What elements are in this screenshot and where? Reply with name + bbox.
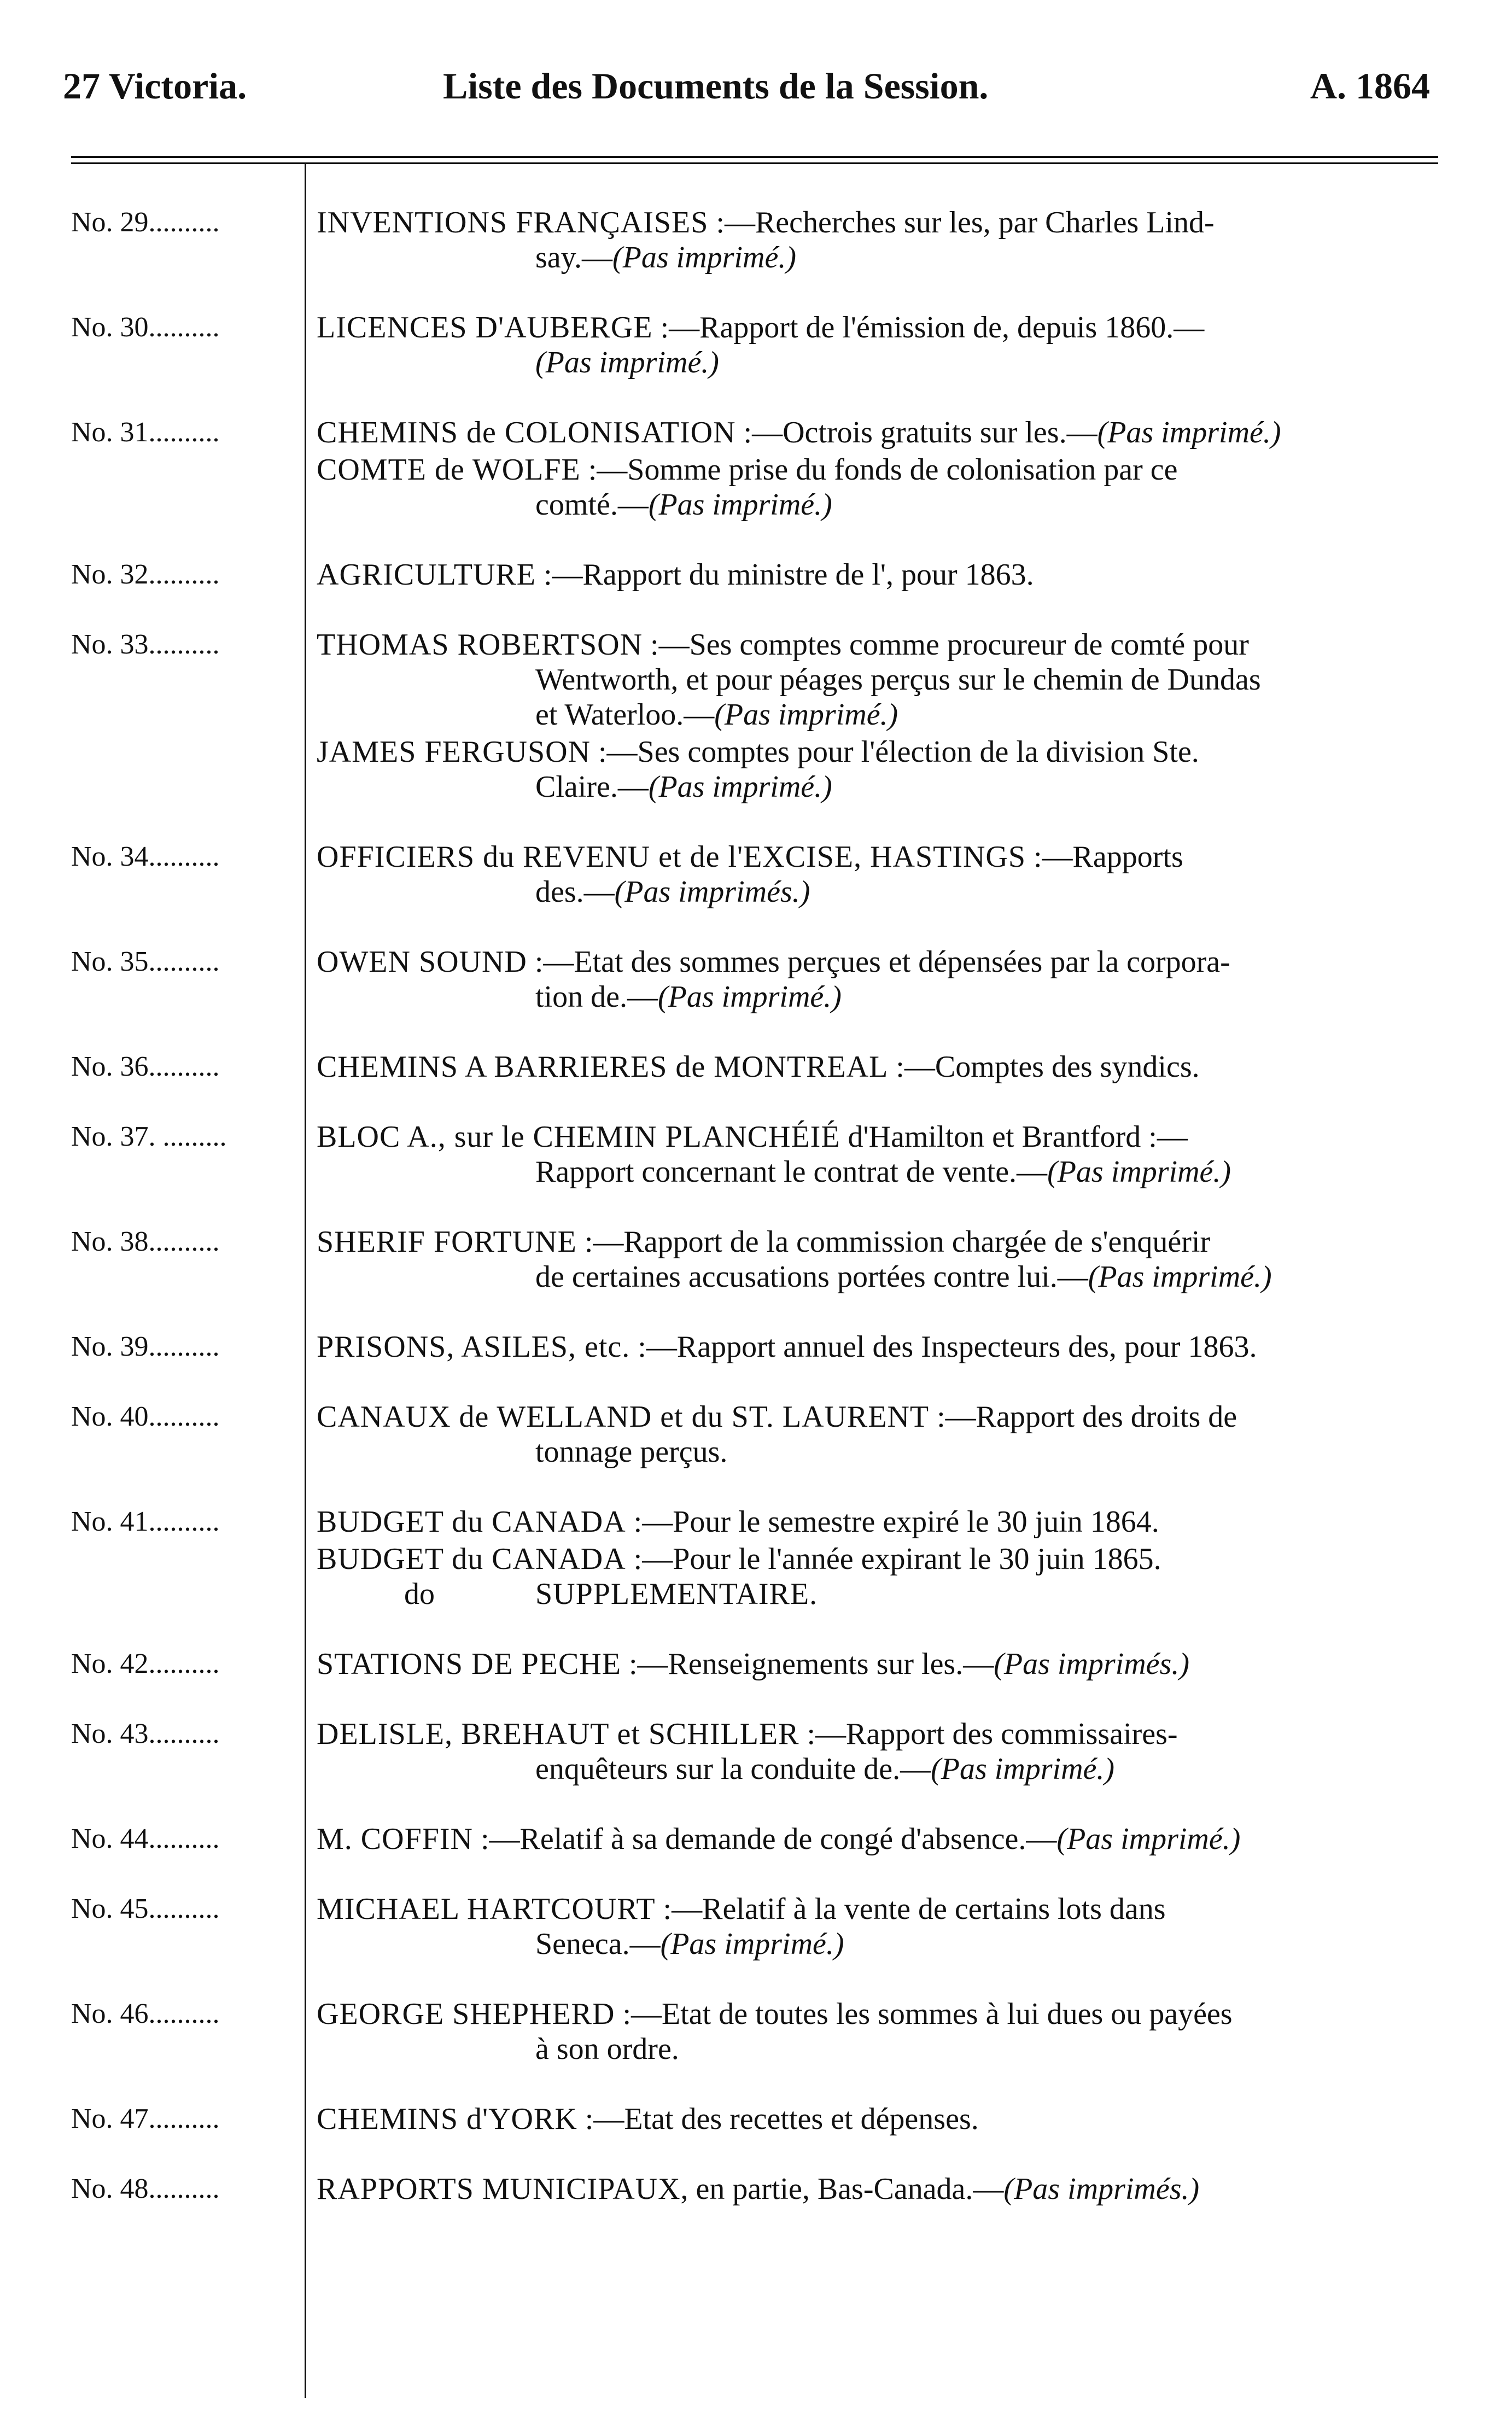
description-line: [317, 240, 1438, 275]
description-text: :—Octrois gratuits sur les.—: [735, 416, 1097, 450]
subject-heading: AGRICULTURE: [317, 558, 536, 592]
document-entry: [71, 1224, 1438, 1294]
header-year: A. 1864: [1310, 65, 1430, 107]
description-line: [317, 415, 1438, 450]
description-text: comté.—: [535, 488, 649, 522]
description-text: :—Rapports: [1026, 840, 1183, 874]
print-status: (Pas imprimé.): [657, 980, 842, 1014]
description-line: [317, 1224, 1438, 1259]
subject-heading: DELISLE, BREHAUT et SCHILLER: [317, 1717, 799, 1751]
document-description: [305, 1717, 1438, 1787]
document-number: No. 36..........: [71, 1051, 220, 1082]
description-text: tion de.—: [535, 980, 658, 1014]
description-text: :—Recherches sur les, par Charles Lind-: [708, 206, 1215, 240]
document-entry: [71, 310, 1438, 380]
document-entry: [71, 1822, 1438, 1857]
document-number: No. 37. .........: [71, 1121, 227, 1152]
header-rule-top: [71, 156, 1438, 158]
document-number: No. 40..........: [71, 1401, 220, 1432]
subject-heading: MICHAEL HARTCOURT: [317, 1892, 656, 1926]
document-description: [305, 415, 1438, 522]
document-number: No. 43..........: [71, 1718, 220, 1749]
description-line: [317, 1647, 1438, 1682]
description-text: enquêteurs sur la conduite de.—: [535, 1752, 931, 1786]
subject-heading: STATIONS DE PECHE: [317, 1647, 621, 1681]
description-line: [317, 1259, 1438, 1294]
print-status: (Pas imprimé.): [648, 488, 832, 522]
description-line: [317, 2172, 1438, 2207]
description-text: d'Hamilton et Brantford :—: [840, 1120, 1188, 1154]
description-line: [317, 979, 1438, 1014]
description-line: [317, 1822, 1438, 1857]
document-number: No. 30..........: [71, 312, 220, 343]
document-description: [305, 1119, 1438, 1189]
subject-heading: BLOC A., sur le CHEMIN PLANCHÉIÉ: [317, 1120, 840, 1154]
document-entry: [71, 1892, 1438, 1962]
document-number: No. 46..........: [71, 1998, 220, 2029]
description-text: :—Rapport des commissaires-: [799, 1717, 1178, 1751]
description-line: [317, 2102, 1438, 2137]
print-status: (Pas imprimé.): [714, 698, 898, 732]
description-line: [317, 1154, 1438, 1189]
description-line: [317, 1329, 1438, 1364]
description-line: [317, 1399, 1438, 1434]
document-entry: [71, 415, 1438, 522]
document-number: No. 38..........: [71, 1226, 220, 1257]
print-status: (Pas imprimé.): [931, 1752, 1115, 1786]
document-description: [305, 1329, 1438, 1364]
description-line: [317, 487, 1438, 522]
document-description: [305, 1647, 1438, 1682]
document-entry: [71, 1647, 1438, 1682]
subject-heading: SHERIF FORTUNE: [317, 1225, 577, 1259]
description-line: [317, 1577, 1438, 1612]
description-line: [317, 2032, 1438, 2067]
subject-heading: M. COFFIN: [317, 1822, 473, 1856]
document-entry: [71, 839, 1438, 909]
document-number: No. 44..........: [71, 1823, 220, 1854]
document-number: No. 47..........: [71, 2103, 220, 2134]
document-entry: [71, 1997, 1438, 2067]
subject-heading: CHEMINS de COLONISATION: [317, 416, 736, 450]
subject-heading: GEORGE SHEPHERD: [317, 1997, 615, 2031]
description-text: Seneca.—: [535, 1927, 661, 1961]
description-text: :—Relatif à la vente de certains lots dans: [655, 1892, 1166, 1926]
document-entry: [71, 2102, 1438, 2137]
document-description: [305, 310, 1438, 380]
subject-heading: CHEMINS d'YORK: [317, 2102, 577, 2136]
document-entry: [71, 1504, 1438, 1612]
print-status: (Pas imprimé.): [612, 241, 796, 275]
description-line: [317, 345, 1438, 380]
document-description: [305, 627, 1438, 804]
description-line: [317, 697, 1438, 732]
subject-heading: BUDGET du CANADA: [317, 1505, 626, 1539]
description-text: :—Rapport de l'émission de, depuis 1860.—: [652, 311, 1205, 345]
description-line: [317, 1717, 1438, 1752]
description-text: et Waterloo.—: [535, 698, 715, 732]
document-description: [305, 839, 1438, 909]
print-status: (Pas imprimé.): [1097, 416, 1281, 450]
description-text: des.—: [535, 875, 615, 909]
subject-heading: PRISONS, ASILES, etc.: [317, 1330, 631, 1364]
description-text: :—Pour le l'année expirant le 30 juin 1865.: [626, 1542, 1161, 1576]
print-status: (Pas imprimés.): [994, 1647, 1189, 1681]
description-text: :—Comptes des syndics.: [888, 1050, 1200, 1084]
document-number: No. 32..........: [71, 559, 220, 590]
document-entry: [71, 1119, 1438, 1189]
document-description: [305, 2102, 1438, 2137]
description-line: [317, 452, 1438, 487]
description-line: [317, 662, 1438, 697]
document-description: [305, 1399, 1438, 1469]
description-text: :—Etat des sommes perçues et dépensées par la corpora-: [527, 945, 1230, 979]
document-number: No. 42..........: [71, 1648, 220, 1679]
header-volume: 27 Victoria.: [63, 65, 247, 107]
subject-heading: LICENCES D'AUBERGE: [317, 311, 653, 345]
description-text: de certaines accusations portées contre lui.—: [535, 1260, 1088, 1294]
page-header: [63, 65, 1430, 119]
document-entry: [71, 1717, 1438, 1787]
document-number: No. 33..........: [71, 629, 220, 660]
document-number: No. 34..........: [71, 841, 220, 872]
document-description: [305, 944, 1438, 1014]
description-text: :—Rapport annuel des Inspecteurs des, pour 1863.: [630, 1330, 1257, 1364]
print-status: (Pas imprimé.): [1047, 1155, 1231, 1189]
description-text: Claire.—: [535, 770, 649, 804]
subject-heading: CANAUX de WELLAND et du ST. LAURENT: [317, 1400, 930, 1434]
document-description: [305, 205, 1438, 275]
document-number: No. 31..........: [71, 417, 220, 448]
document-number: No. 39..........: [71, 1331, 220, 1362]
document-description: [305, 2172, 1438, 2207]
description-text: :—Ses comptes comme procureur de comté pour: [643, 628, 1249, 662]
description-text: :—Pour le semestre expiré le 30 juin 1864.: [626, 1505, 1159, 1539]
description-line: [317, 944, 1438, 979]
subject-heading: INVENTIONS FRANÇAISES: [317, 206, 709, 240]
description-text: Rapport concernant le contrat de vente.—: [535, 1155, 1048, 1189]
document-description: [305, 1997, 1438, 2067]
description-line: [317, 874, 1438, 909]
description-text: à son ordre.: [535, 2032, 679, 2066]
subject-heading: SUPPLEMENTAIRE.: [535, 1577, 818, 1611]
document-number: No. 41..........: [71, 1506, 220, 1537]
print-status: (Pas imprimés.): [614, 875, 810, 909]
description-line: [317, 1997, 1438, 2032]
description-line: [317, 1504, 1438, 1539]
document-description: [305, 1892, 1438, 1962]
description-line: [317, 839, 1438, 874]
document-description: [305, 1049, 1438, 1084]
description-text: :—Renseignements sur les.—: [621, 1647, 994, 1681]
document-number: No. 45..........: [71, 1893, 220, 1924]
print-status: (Pas imprimé.): [648, 770, 832, 804]
header-rule-bottom: [71, 162, 1438, 164]
document-number: No. 29..........: [71, 207, 220, 238]
description-line: [317, 1434, 1438, 1469]
description-text: :—Rapport des droits de: [929, 1400, 1237, 1434]
document-number: No. 48..........: [71, 2173, 220, 2204]
document-description: [305, 1822, 1438, 1857]
description-text: Wentworth, et pour péages perçus sur le chemin de Dundas: [535, 663, 1261, 697]
description-line: [317, 205, 1438, 240]
document-description: [305, 1224, 1438, 1294]
description-line: [317, 1927, 1438, 1962]
subject-heading: RAPPORTS MUNICIPAUX: [317, 2172, 681, 2206]
print-status: (Pas imprimé.): [1056, 1822, 1241, 1856]
description-line: [317, 627, 1438, 662]
subject-heading: CHEMINS A BARRIERES de MONTREAL: [317, 1050, 889, 1084]
description-text: :—Etat de toutes les sommes à lui dues ou payées: [615, 1997, 1233, 2031]
description-line: [317, 1119, 1438, 1154]
description-text: , en partie, Bas-Canada.—: [680, 2172, 1004, 2206]
description-line: [317, 1892, 1438, 1927]
print-status: (Pas imprimé.): [660, 1927, 844, 1961]
description-line: [317, 1049, 1438, 1084]
description-text: :—Ses comptes pour l'élection de la division Ste.: [591, 735, 1199, 769]
description-line: [317, 769, 1438, 804]
description-line: [317, 557, 1438, 592]
description-line: [317, 1752, 1438, 1787]
document-entry: [71, 1329, 1438, 1364]
print-status: (Pas imprimé.): [1088, 1260, 1272, 1294]
document-entry: [71, 1049, 1438, 1084]
document-entry: [71, 1399, 1438, 1469]
header-title: Liste des Documents de la Session.: [443, 65, 989, 107]
subject-heading: BUDGET du CANADA: [317, 1542, 626, 1576]
description-text: :—Rapport du ministre de l', pour 1863.: [535, 558, 1034, 592]
print-status: (Pas imprimés.): [1003, 2172, 1200, 2206]
description-line: [317, 310, 1438, 345]
subject-heading: COMTE de WOLFE: [317, 453, 581, 487]
document-description: [305, 1504, 1438, 1612]
document-number: No. 35..........: [71, 946, 220, 977]
document-entry: [71, 944, 1438, 1014]
subject-heading: JAMES FERGUSON: [317, 735, 591, 769]
description-text: :—Etat des recettes et dépenses.: [577, 2102, 979, 2136]
print-status: (Pas imprimé.): [535, 346, 719, 380]
description-text: tonnage perçus.: [535, 1435, 728, 1469]
description-text: :—Rapport de la commission chargée de s'enquérir: [576, 1225, 1211, 1259]
document-entry: [71, 557, 1438, 592]
document-entry: [71, 2172, 1438, 2207]
description-line: [317, 1542, 1438, 1577]
description-text: :—Relatif à sa demande de congé d'absence.—: [472, 1822, 1057, 1856]
document-entry: [71, 627, 1438, 804]
ditto-mark: do: [404, 1577, 435, 1611]
description-text: say.—: [535, 241, 613, 275]
document-list: [71, 205, 1438, 2242]
subject-heading: OWEN SOUND: [317, 945, 527, 979]
description-text: :—Somme prise du fonds de colonisation par ce: [580, 453, 1178, 487]
subject-heading: THOMAS ROBERTSON: [317, 628, 643, 662]
document-entry: [71, 205, 1438, 275]
subject-heading: OFFICIERS du REVENU et de l'EXCISE, HASTINGS: [317, 840, 1026, 874]
description-line: [317, 734, 1438, 769]
document-description: [305, 557, 1438, 592]
